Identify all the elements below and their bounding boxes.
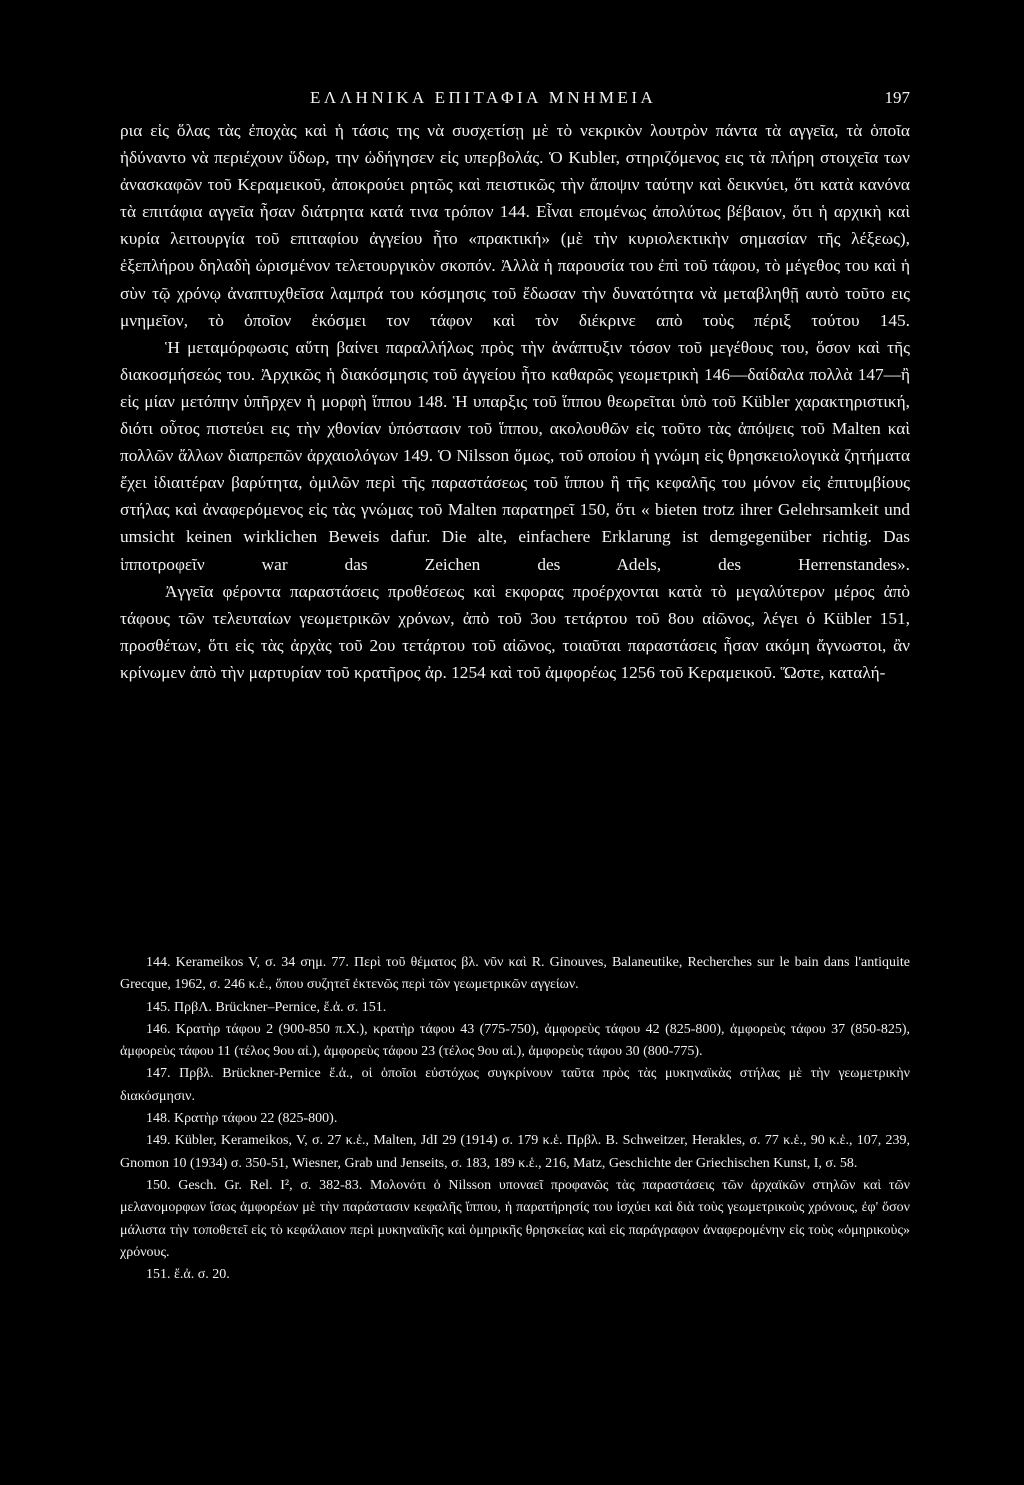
footnotes [120, 952, 910, 1286]
footnote-146: 146. Κρατὴρ τάφου 2 (900-850 π.Χ.), κρατὴρ τάφου 43 (775-750), ἀμφορεὺς τάφου 42 (825-800), ἀμφορεὺς τάφου 37 (850-825), ἀμφορεὺς τάφου 11 (τέλος 9ου αἰ.), ἀμφορεὺς τάφου 23 (τέλος 9ου αἰ.), ἀμφορεὺς τάφου 30 (800-775). [120, 1021, 910, 1060]
body-paragraph-2: Ἡ μεταμόρφωσις αὕτη βαίνει παραλλήλως πρὸς τὴν ἀνάπτυξιν τόσον τοῦ μεγέθους του, ὅσον καὶ τῆς διακοσμήσεώς του. Ἀρχικῶς ἡ διακόσμησις τοῦ ἀγγείου ἦτο καθαρῶς γεωμετρικὴ 146—δαίδαλα πολλὰ 147—ἢ εἰς μίαν μετόπην ὑπῆρχεν ἡ μορφὴ ἵππου 148. Ἡ υπαρξις τοῦ ἵππου θεωρεῖται ὑπὸ τοῦ Kübler χαρακτηριστική, διότι οὗτος πιστεύει εις τὴν χθονίαν ὑπόστασιν τοῦ ἵππου, ακολουθῶν εἰς τοῦτο τὰς ἀπόψεις τοῦ Malten καὶ πολλῶν ἄλλων διαπρεπῶν ἀρχαιολόγων 149. Ὁ Nilsson ὅμως, τοῦ οποίου ἡ γνώμη εἰς θρησκειολογικὰ ζητήματα ἔχει ἰδιαιτέραν βαρύτητα, ὁμιλῶν περὶ τῆς παραστάσεως τοῦ ἵππου ἢ τῆς κεφαλῆς του μόνον εἰς ἐπιτυμβίους στήλας καὶ ἀναφερόμενος εἰς τὰς γνώμας τοῦ Malten παρατηρεῖ 150, ὅτι « bieten trotz ihrer Gelehrsamkeit und umsicht keinen wirklichen Beweis dafur. Die alte, einfachere Erklarung ist demgegenüber richtig. Das ἱπποτροφεῖν war das Zeichen des Adels, des Herrenstandes». [120, 337, 910, 574]
footnote-144: 144. Kerameikos V, σ. 34 σημ. 77. Περὶ τοῦ θέματος βλ. νῦν καὶ R. Ginouves, Balaneutike, Recherches sur le bain dans l'antiquite Grecque, 1962, σ. 246 κ.ἑ., ὅπου συζητεῖ ἐκτενῶς περὶ τῶν γεωμετρικῶν αγγείων. [120, 955, 910, 993]
body-text [120, 117, 910, 686]
running-title: ΕΛΛΗΝΙΚΑ ΕΠΙΤΑΦΙΑ ΜΝΗΜΕΙΑ [310, 88, 657, 107]
footnote-149: 149. Kübler, Kerameikos, V, σ. 27 κ.ἑ., Malten, JdI 29 (1914) σ. 179 κ.ἑ. Πρβλ. B. Schweitzer, Herakles, σ. 77 κ.ἑ., 90 κ.ἑ., 107, 239, Gnomon 10 (1934) σ. 350-51, Wiesner, Grab und Jenseits, σ. 183, 189 κ.ἑ., 216, Matz, Geschichte der Griechischen Kunst, I, σ. 58. [120, 1133, 910, 1171]
footnote-145: 145. ΠρβΛ. Brückner–Pernice, ἔ.ἀ. σ. 151. [146, 999, 387, 1015]
page-number: 197 [884, 88, 910, 107]
running-head [120, 88, 910, 112]
footnote-147: 147. Πρβλ. Brückner-Pernice ἔ.ἀ., οἱ ὁποῖοι εὐστόχως συγκρίνουν ταῦτα πρὸς τὰς μυκηναϊκὰς στήλας μὲ τὴν γεωμετρικὴν διακόσμησιν. [120, 1066, 910, 1104]
footnote-150: 150. Gesch. Gr. Rel. I², σ. 382-83. Μολονότι ὁ Nilsson υποναεῖ προφανῶς τὰς παραστάσεις τῶν ἀρχαϊκῶν στηλῶν καὶ τῶν μελανομορφων ἴσως ἀμφορέων μὲ τὴν παράστασιν κεφαλῆς ἵππου, ἡ παρατήρησίς του ἰσχύει καὶ διὰ τοὺς γεωμετρικοὺς χρόνους, ἐφ' ὅσον μάλιστα τὴν τοποθετεῖ εἰς τὸ κεφάλαιον περὶ μυκηναϊκῆς καὶ ὁμηρικῆς θρησκείας καὶ εἰς παράγραφον ἀναφερομένην εἰς τοὺς «ὁμηρικοὺς» χρόνους. [120, 1177, 910, 1260]
footnote-148: 148. Κρατὴρ τάφου 22 (825-800). [146, 1111, 338, 1127]
body-paragraph-3: Ἀγγεῖα φέροντα παραστάσεις προθέσεως καὶ εκφορας προέρχονται κατὰ τὸ μεγαλύτερον μέρος ἀπὸ τάφους τῶν τελευταίων γεωμετρικῶν χρόνων, ἀπὸ τοῦ 3ου τετάρτου τοῦ 8ου αἰῶνος, λέγει ὁ Kübler 151, προσθέτων, ὅτι εἰς τὰς ἀρχὰς τοῦ 2ου τετάρτου τοῦ αἰῶνος, τοιαῦται παραστάσεις ἦσαν ακόμη ἄγνωστοι, ἂν κρίνωμεν ἀπὸ τὴν μαρτυρίαν τοῦ κρατῆρος ἀρ. 1254 καὶ τοῦ ἀμφορέως 1256 τοῦ Κεραμεικοῦ. Ὥστε, καταλή- [120, 581, 910, 682]
body-paragraph-1: ρια εἰς ὅλας τὰς ἐποχὰς καὶ ἡ τάσις της νὰ συσχετίσῃ μὲ τὸ νεκρικὸν λουτρὸν πάντα τὰ αγγεῖα, τὰ ὁποῖα ἠδύναντο νὰ περιέχουν ὕδωρ, την ὡδήγησεν εἰς υπερβολάς. Ὁ Kubler, στηριζόμενος εις τὰ πλήρη στοιχεῖα των ἀνασκαφῶν τοῦ Κεραμεικοῦ, ἀποκρούει ρητῶς καὶ πειστικῶς τὴν ἄποψιν ταύτην καὶ δεικνύει, ὅτι κατὰ κανόνα τὰ επιτάφια αγγεῖα ἦσαν διάτρητα κατά τινα τρόπον 144. Εἶναι επομένως ἀπολύτως βέβαιον, ὅτι ἡ αρχικὴ καὶ κυρία λειτουργία τοῦ επιταφίου ἀγγείου ἦτο «πρακτική» (μὲ τὴν κυριολεκτικὴν σημασίαν τῆς λέξεως), ἐξεπλήρου δηλαδὴ ὡρισμένον τελετουργικὸν σκοπόν. Ἀλλὰ ἡ παρουσία του ἐπὶ τοῦ τάφου, τὸ μέγεθος του καὶ ἡ σὺν τῷ χρόνῳ ἀναπτυχθεῖσα λαμπρά του κόσμησις τοῦ ἔδωσαν τὴν δυνατότητα νὰ μεταβληθῇ αυτὸ τοῦτο εις μνημεῖον, τὸ ὁποῖον ἐκόσμει τον τάφον καὶ τὸν διέκρινε απὸ τοὺς πέριξ τούτου 145. [120, 121, 910, 330]
footnote-151: 151. ἔ.ἀ. σ. 20. [146, 1267, 230, 1283]
